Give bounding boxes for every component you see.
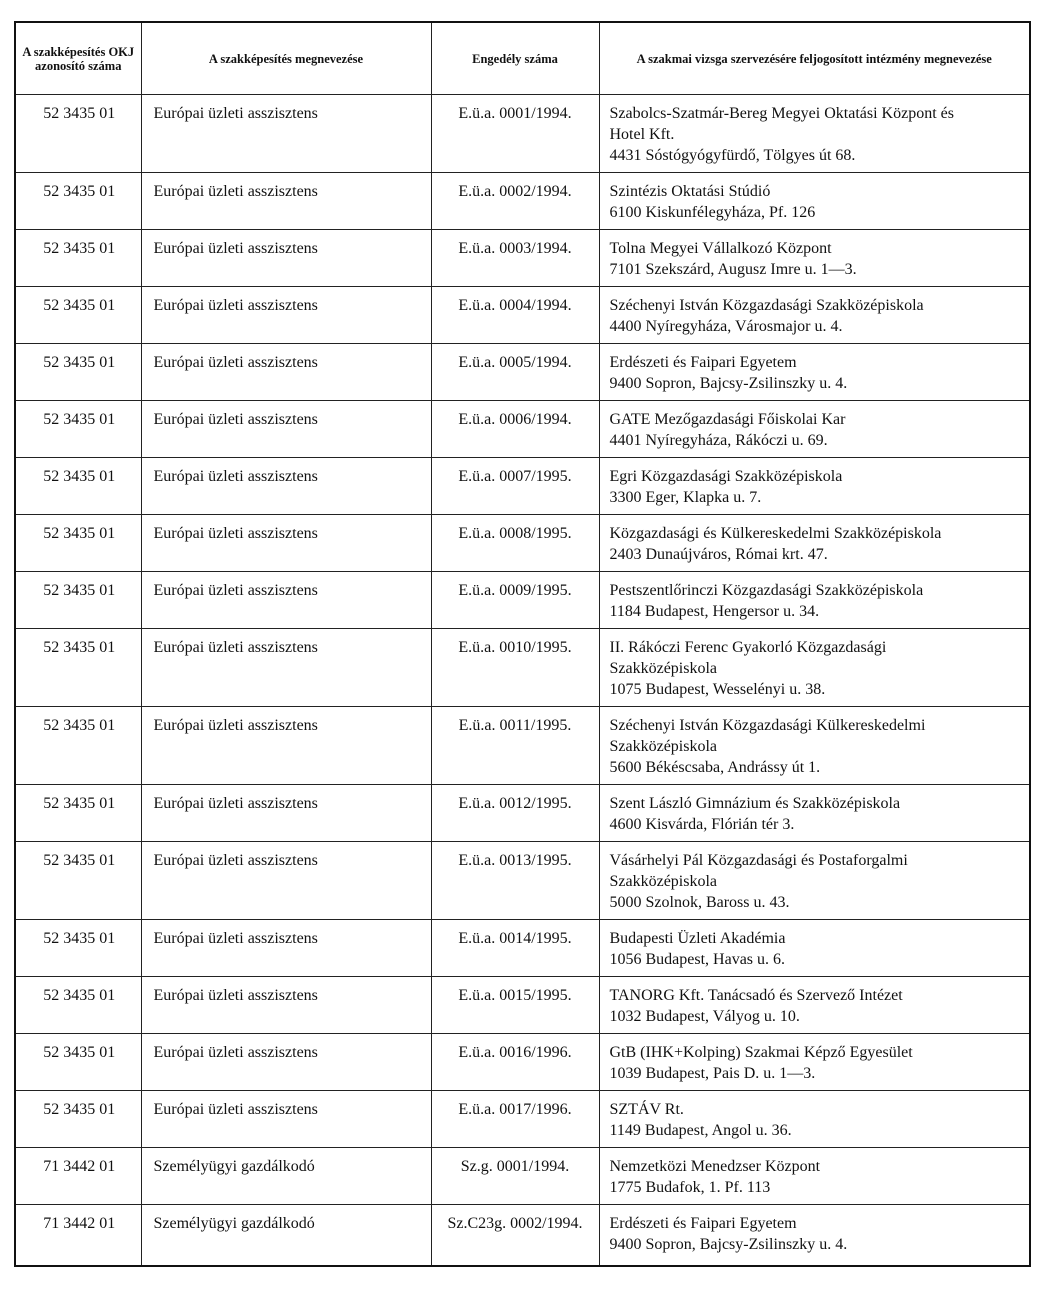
license-number-cell [431, 920, 599, 977]
institution-line: 5000 Szolnok, Baross u. 43. [609, 894, 790, 911]
license-number-cell [431, 707, 599, 785]
institution-cell [599, 515, 1030, 572]
license-number: E.ü.a. 0007/1995. [458, 468, 572, 485]
institution [600, 785, 1030, 841]
institution-line: 1775 Budafok, 1. Pf. 113 [609, 1179, 771, 1196]
institution [600, 287, 1030, 343]
license-number: E.ü.a. 0004/1994. [458, 297, 572, 314]
qualification-name-cell [141, 977, 431, 1034]
institution [600, 1091, 1030, 1147]
okj-id-cell [15, 173, 141, 230]
institution-line: TANORG Kft. Tanácsadó és Szervező Intézet [609, 987, 903, 1004]
institution [600, 1148, 1030, 1204]
qualification-name-cell [141, 1148, 431, 1205]
institution-line: Szakközépiskola [609, 660, 718, 677]
license-number-cell [431, 230, 599, 287]
qualification-name: Európai üzleti asszisztens [153, 639, 318, 656]
qualification-name: Személyügyi gazdálkodó [153, 1215, 315, 1232]
license-number: E.ü.a. 0013/1995. [458, 852, 572, 869]
institution-line: Széchenyi István Közgazdasági Külkereskedelmi [609, 717, 926, 734]
okj-id-cell [15, 842, 141, 920]
license-number-cell [431, 1034, 599, 1091]
institution-line: 2403 Dunaújváros, Római krt. 47. [609, 546, 828, 563]
institution-line: 4600 Kisvárda, Flórián tér 3. [609, 816, 795, 833]
institution-line: Szintézis Oktatási Stúdió [609, 183, 771, 200]
institution-cell [599, 977, 1030, 1034]
qualification-name: Személyügyi gazdálkodó [153, 1158, 315, 1175]
okj-id-cell [15, 785, 141, 842]
license-number-cell [431, 572, 599, 629]
institution-line: 6100 Kiskunfélegyháza, Pf. 126 [609, 204, 816, 221]
table-body [15, 95, 1030, 1266]
qualification-name: Európai üzleti asszisztens [153, 468, 318, 485]
institution [600, 95, 1030, 172]
license-number: E.ü.a. 0008/1995. [458, 525, 572, 542]
table-row [15, 707, 1030, 785]
okj-id: 52 3435 01 [43, 297, 116, 314]
license-number-cell [431, 842, 599, 920]
institution [600, 707, 1030, 784]
qualification-name: Európai üzleti asszisztens [153, 1101, 318, 1118]
qualification-name-cell [141, 515, 431, 572]
qualification-name-cell [141, 401, 431, 458]
institution-line: 4401 Nyíregyháza, Rákóczi u. 69. [609, 432, 828, 449]
institution-line: 3300 Eger, Klapka u. 7. [609, 489, 762, 506]
qualification-name: Európai üzleti asszisztens [153, 1044, 318, 1061]
license-number: E.ü.a. 0006/1994. [458, 411, 572, 428]
okj-id-cell [15, 458, 141, 515]
institution [600, 173, 1030, 229]
institution-line: 1039 Budapest, Pais D. u. 1—3. [609, 1065, 816, 1082]
license-number: E.ü.a. 0014/1995. [458, 930, 572, 947]
institution-cell [599, 1148, 1030, 1205]
qualification-name-cell [141, 95, 431, 173]
okj-id: 71 3442 01 [43, 1215, 116, 1232]
header-qualification-name-label: A szakképesítés megnevezése [208, 51, 364, 66]
qualification-name-cell [141, 920, 431, 977]
registry-table [14, 21, 1031, 1267]
okj-id: 52 3435 01 [43, 183, 116, 200]
qualification-name: Európai üzleti asszisztens [153, 105, 318, 122]
qualification-name-cell [141, 572, 431, 629]
license-number: E.ü.a. 0010/1995. [458, 639, 572, 656]
license-number-cell [431, 401, 599, 458]
okj-id: 52 3435 01 [43, 468, 116, 485]
institution-line: Budapesti Üzleti Akadémia [609, 930, 786, 947]
table-row [15, 287, 1030, 344]
institution [600, 629, 1030, 706]
okj-id-cell [15, 629, 141, 707]
institution [600, 842, 1030, 919]
institution-cell [599, 344, 1030, 401]
institution [600, 1205, 1030, 1261]
institution-cell [599, 572, 1030, 629]
okj-id: 52 3435 01 [43, 1101, 116, 1118]
okj-id-cell [15, 287, 141, 344]
okj-id-cell [15, 1034, 141, 1091]
table-row [15, 920, 1030, 977]
qualification-name: Európai üzleti asszisztens [153, 411, 318, 428]
institution-line: Hotel Kft. [609, 126, 675, 143]
institution-cell [599, 707, 1030, 785]
qualification-name: Európai üzleti asszisztens [153, 297, 318, 314]
institution-line: 4400 Nyíregyháza, Városmajor u. 4. [609, 318, 843, 335]
license-number-cell [431, 173, 599, 230]
qualification-name: Európai üzleti asszisztens [153, 354, 318, 371]
okj-id: 52 3435 01 [43, 987, 116, 1004]
okj-id: 52 3435 01 [43, 852, 116, 869]
institution [600, 515, 1030, 571]
institution-line: 1184 Budapest, Hengersor u. 34. [609, 603, 820, 620]
institution-line: SZTÁV Rt. [609, 1101, 684, 1118]
qualification-name-cell [141, 785, 431, 842]
qualification-name-cell [141, 287, 431, 344]
institution-line: GtB (IHK+Kolping) Szakmai Képző Egyesület [609, 1044, 913, 1061]
license-number-cell [431, 344, 599, 401]
table-row [15, 173, 1030, 230]
table-row [15, 572, 1030, 629]
header-qualification-name [141, 22, 431, 95]
okj-id: 52 3435 01 [43, 717, 116, 734]
institution-line: 1075 Budapest, Wesselényi u. 38. [609, 681, 826, 698]
institution-line: 1056 Budapest, Havas u. 6. [609, 951, 786, 968]
okj-id-cell [15, 977, 141, 1034]
okj-id: 52 3435 01 [43, 795, 116, 812]
okj-id: 52 3435 01 [43, 240, 116, 257]
license-number-cell [431, 1205, 599, 1266]
okj-id: 52 3435 01 [43, 930, 116, 947]
license-number: E.ü.a. 0016/1996. [458, 1044, 572, 1061]
institution [600, 920, 1030, 976]
qualification-name-cell [141, 1034, 431, 1091]
institution-line: 5600 Békéscsaba, Andrássy út 1. [609, 759, 821, 776]
institution-line: II. Rákóczi Ferenc Gyakorló Közgazdasági [609, 639, 887, 656]
table-row [15, 458, 1030, 515]
table-row [15, 344, 1030, 401]
institution-line: Szakközépiskola [609, 873, 718, 890]
okj-id-cell [15, 344, 141, 401]
institution [600, 458, 1030, 514]
license-number-cell [431, 95, 599, 173]
license-number: E.ü.a. 0012/1995. [458, 795, 572, 812]
license-number-cell [431, 977, 599, 1034]
table-row [15, 1034, 1030, 1091]
institution-cell [599, 842, 1030, 920]
institution-line: Szakközépiskola [609, 738, 718, 755]
okj-id: 52 3435 01 [43, 1044, 116, 1061]
qualification-name: Európai üzleti asszisztens [153, 717, 318, 734]
institution-line: Közgazdasági és Külkereskedelmi Szakközépiskola [609, 525, 942, 542]
header-license-number [431, 22, 599, 95]
license-number-cell [431, 287, 599, 344]
okj-id-cell [15, 1205, 141, 1266]
institution [600, 401, 1030, 457]
institution-line: Szabolcs-Szatmár-Bereg Megyei Oktatási Központ és [609, 105, 954, 122]
table-row [15, 1205, 1030, 1266]
header-institution [599, 22, 1030, 95]
qualification-name-cell [141, 707, 431, 785]
institution-line: Szent László Gimnázium és Szakközépiskola [609, 795, 901, 812]
table-row [15, 842, 1030, 920]
okj-id: 52 3435 01 [43, 525, 116, 542]
institution-cell [599, 401, 1030, 458]
institution-line: Pestszentlőrinczi Közgazdasági Szakközépiskola [609, 582, 924, 599]
institution-cell [599, 95, 1030, 173]
license-number-cell [431, 458, 599, 515]
okj-id-cell [15, 401, 141, 458]
institution-line: Vásárhelyi Pál Közgazdasági és Postaforgalmi [609, 852, 908, 869]
license-number: E.ü.a. 0017/1996. [458, 1101, 572, 1118]
header-okj-id-label: A szakképesítés OKJ azonosító száma [22, 44, 135, 73]
qualification-name: Európai üzleti asszisztens [153, 183, 318, 200]
qualification-name-cell [141, 344, 431, 401]
header-institution-label: A szakmai vizsga szervezésére feljogosított intézmény megnevezése [636, 51, 992, 66]
qualification-name-cell [141, 1091, 431, 1148]
institution-line: Erdészeti és Faipari Egyetem [609, 1215, 797, 1232]
license-number: E.ü.a. 0009/1995. [458, 582, 572, 599]
header-okj-id [15, 22, 141, 95]
license-number: E.ü.a. 0015/1995. [458, 987, 572, 1004]
license-number: Sz.g. 0001/1994. [460, 1158, 570, 1175]
okj-id-cell [15, 230, 141, 287]
okj-id-cell [15, 1148, 141, 1205]
table-row [15, 515, 1030, 572]
qualification-name: Európai üzleti asszisztens [153, 930, 318, 947]
okj-id-cell [15, 707, 141, 785]
license-number: E.ü.a. 0002/1994. [458, 183, 572, 200]
header-row [15, 22, 1030, 95]
table-row [15, 1091, 1030, 1148]
okj-id-cell [15, 515, 141, 572]
institution-cell [599, 458, 1030, 515]
institution-cell [599, 629, 1030, 707]
qualification-name-cell [141, 173, 431, 230]
license-number: E.ü.a. 0001/1994. [458, 105, 572, 122]
header-license-number-label: Engedély száma [472, 51, 558, 66]
okj-id-cell [15, 920, 141, 977]
institution [600, 572, 1030, 628]
qualification-name: Európai üzleti asszisztens [153, 582, 318, 599]
table-row [15, 785, 1030, 842]
okj-id-cell [15, 572, 141, 629]
institution [600, 230, 1030, 286]
institution-line: 1032 Budapest, Vályog u. 10. [609, 1008, 800, 1025]
institution-line: 7101 Szekszárd, Augusz Imre u. 1—3. [609, 261, 857, 278]
institution-line: Erdészeti és Faipari Egyetem [609, 354, 797, 371]
qualification-name: Európai üzleti asszisztens [153, 240, 318, 257]
institution-cell [599, 1034, 1030, 1091]
institution-cell [599, 287, 1030, 344]
institution-cell [599, 1205, 1030, 1266]
qualification-name: Európai üzleti asszisztens [153, 852, 318, 869]
qualification-name: Európai üzleti asszisztens [153, 795, 318, 812]
license-number: E.ü.a. 0005/1994. [458, 354, 572, 371]
qualification-name-cell [141, 230, 431, 287]
license-number-cell [431, 629, 599, 707]
institution-cell [599, 785, 1030, 842]
institution-line: GATE Mezőgazdasági Főiskolai Kar [609, 411, 846, 428]
okj-id: 52 3435 01 [43, 105, 116, 122]
table-row [15, 1148, 1030, 1205]
institution [600, 977, 1030, 1033]
table-row [15, 977, 1030, 1034]
table-row [15, 629, 1030, 707]
qualification-name: Európai üzleti asszisztens [153, 525, 318, 542]
qualification-name: Európai üzleti asszisztens [153, 987, 318, 1004]
qualification-name-cell [141, 458, 431, 515]
institution-cell [599, 230, 1030, 287]
okj-id: 52 3435 01 [43, 582, 116, 599]
qualification-name-cell [141, 629, 431, 707]
institution [600, 1034, 1030, 1090]
institution-cell [599, 173, 1030, 230]
institution-line: 4431 Sóstógyógyfürdő, Tölgyes út 68. [609, 147, 856, 164]
qualification-name-cell [141, 1205, 431, 1266]
institution-line: Széchenyi István Közgazdasági Szakközépiskola [609, 297, 924, 314]
table-header [15, 22, 1030, 95]
institution-line: Tolna Megyei Vállalkozó Központ [609, 240, 832, 257]
institution [600, 344, 1030, 400]
license-number-cell [431, 1091, 599, 1148]
institution-line: 9400 Sopron, Bajcsy-Zsilinszky u. 4. [609, 1236, 848, 1253]
license-number: E.ü.a. 0003/1994. [458, 240, 572, 257]
table-row [15, 95, 1030, 173]
table-row [15, 230, 1030, 287]
okj-id-cell [15, 95, 141, 173]
license-number: Sz.C23g. 0002/1994. [447, 1215, 583, 1232]
okj-id-cell [15, 1091, 141, 1148]
institution-line: 1149 Budapest, Angol u. 36. [609, 1122, 792, 1139]
institution-cell [599, 920, 1030, 977]
okj-id: 52 3435 01 [43, 639, 116, 656]
license-number-cell [431, 785, 599, 842]
institution-line: Egri Közgazdasági Szakközépiskola [609, 468, 843, 485]
license-number: E.ü.a. 0011/1995. [458, 717, 572, 734]
license-number-cell [431, 1148, 599, 1205]
okj-id: 52 3435 01 [43, 354, 116, 371]
okj-id: 52 3435 01 [43, 411, 116, 428]
institution-cell [599, 1091, 1030, 1148]
institution-line: 9400 Sopron, Bajcsy-Zsilinszky u. 4. [609, 375, 848, 392]
institution-line: Nemzetközi Menedzser Központ [609, 1158, 821, 1175]
okj-id: 71 3442 01 [43, 1158, 116, 1175]
license-number-cell [431, 515, 599, 572]
table-row [15, 401, 1030, 458]
qualification-name-cell [141, 842, 431, 920]
